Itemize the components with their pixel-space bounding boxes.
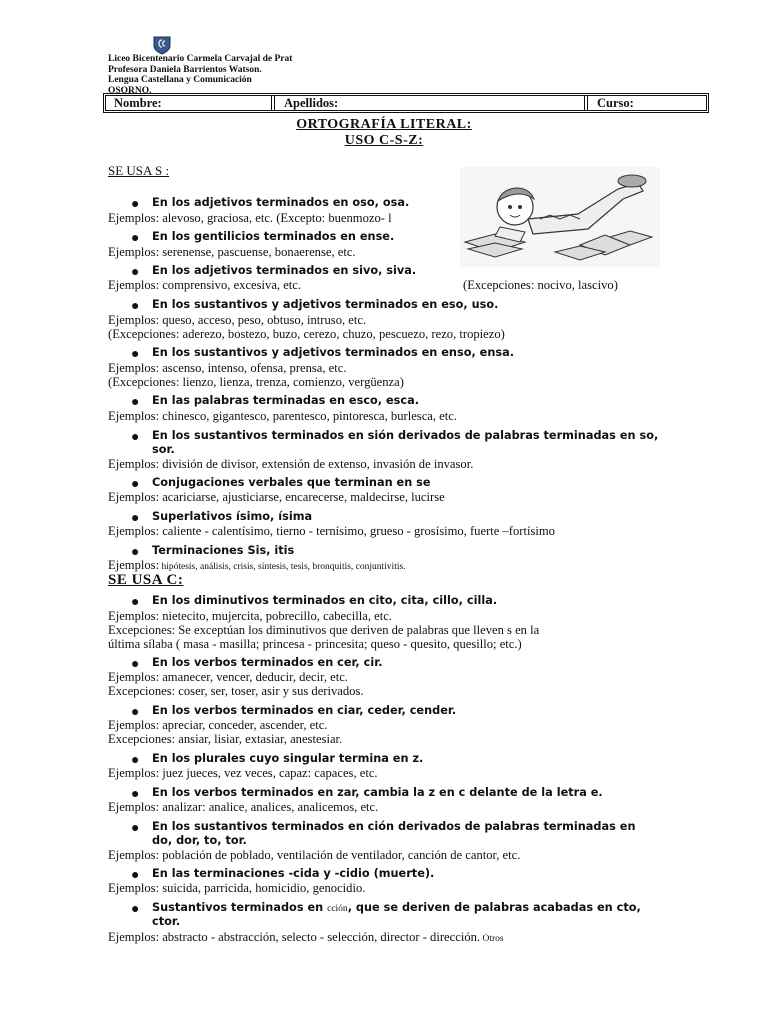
bullet-icon: ● — [131, 430, 140, 445]
apellidos-label: Apellidos: — [284, 96, 339, 110]
example-text: Ejemplos: abstracto - abstracción, selecto - selección, director - dirección. — [108, 930, 481, 944]
nombre-field[interactable] — [106, 96, 271, 110]
page-subtitle: USO C-S-Z: — [344, 133, 424, 148]
rule-title-end: , que se deriven de palabras acabadas en cto, — [347, 901, 641, 914]
example-line: Ejemplos: chinesco, gigantesco, parentesco, pintoresca, burlesca, etc. — [108, 409, 457, 423]
rule-title: En los gentilicios terminados en ense. — [152, 230, 395, 243]
bullet-icon: ● — [131, 705, 140, 720]
rule-title: En los adjetivos terminados en sivo, siva. — [152, 264, 417, 277]
example-line: Ejemplos: alevoso, graciosa, etc. (Excepto: buenmozo- l — [108, 211, 392, 225]
example-text: Ejemplos: comprensivo, excesiva, etc. — [108, 278, 302, 292]
example-text: hipótesis, análisis, crisis, síntesis, tesis, bronquitis, conjuntivitis. — [159, 562, 406, 572]
exception-note: (Excepciones: nocivo, lascivo) — [463, 278, 618, 292]
bullet-icon: ● — [131, 231, 140, 246]
rule-title: En los verbos terminados en zar, cambia la z en c delante de la letra e. — [152, 786, 603, 799]
rule-title: do, dor, to, tor. — [152, 834, 247, 847]
rule-title: En los sustantivos terminados en sión derivados de palabras terminadas en so, — [152, 429, 659, 442]
bullet-icon: ● — [131, 477, 140, 492]
student-info-header — [103, 93, 709, 113]
example-line: Ejemplos: apreciar, conceder, ascender, etc. — [108, 718, 328, 732]
example-line — [108, 930, 668, 946]
example-line — [108, 558, 668, 574]
rule-title-suffix: cción — [327, 904, 348, 914]
bullet-icon: ● — [131, 347, 140, 362]
rule-title — [152, 901, 672, 916]
rule-title: Conjugaciones verbales que terminan en se — [152, 476, 431, 489]
example-trailing: Otros — [480, 934, 504, 944]
example-line: Ejemplos: amanecer, vencer, deducir, decir, etc. — [108, 670, 348, 684]
example-prefix: Ejemplos: — [108, 558, 160, 572]
rule-title: En los verbos terminados en cer, cir. — [152, 656, 383, 669]
rule-title-start: Sustantivos terminados en — [152, 901, 328, 914]
school-name: Liceo Bicentenario Carmela Carvajal de Prat — [108, 54, 293, 64]
example-line: Ejemplos: acariciarse, ajusticiarse, encarecerse, maldecirse, lucirse — [108, 490, 445, 504]
example-line: Ejemplos: nietecito, mujercita, pobrecillo, cabecilla, etc. — [108, 609, 392, 623]
nombre-label: Nombre: — [114, 96, 162, 110]
bullet-icon: ● — [131, 511, 140, 526]
bullet-icon: ● — [131, 299, 140, 314]
exception-line: Excepciones: coser, ser, toser, asir y sus derivados. — [108, 684, 364, 698]
bullet-icon: ● — [131, 197, 140, 212]
rule-title: Terminaciones Sis, itis — [152, 544, 295, 557]
header-divider — [271, 95, 275, 111]
rule-title: En los sustantivos terminados en ción derivados de palabras terminadas en — [152, 820, 636, 833]
example-line: Ejemplos: caliente - calentísimo, tierno - ternísimo, grueso - grosísimo, fuerte –fortísimo — [108, 524, 555, 538]
example-line — [108, 278, 668, 292]
example-line: Ejemplos: suicida, parricida, homicidio, genocidio. — [108, 881, 366, 895]
bullet-icon: ● — [131, 265, 140, 280]
exception-line: (Excepciones: aderezo, bostezo, buzo, cerezo, chuzo, pescuezo, rezo, tropiezo) — [108, 327, 505, 341]
example-line: Ejemplos: serenense, pascuense, bonaerense, etc. — [108, 245, 356, 259]
bullet-icon: ● — [131, 395, 140, 410]
example-line: Ejemplos: queso, acceso, peso, obtuso, intruso, etc. — [108, 313, 367, 327]
curso-label: Curso: — [597, 96, 634, 110]
apellidos-field[interactable] — [276, 96, 586, 110]
exception-line: (Excepciones: lienzo, lienza, trenza, comienzo, vergüenza) — [108, 375, 404, 389]
bullet-icon: ● — [131, 868, 140, 883]
example-line: Ejemplos: división de divisor, extensión de extenso, invasión de invasor. — [108, 457, 474, 471]
rule-title: En los diminutivos terminados en cito, cita, cillo, cilla. — [152, 594, 498, 607]
teacher-name: Profesora Daniela Barrientos Watson. — [108, 64, 262, 75]
example-line: Ejemplos: ascenso, intenso, ofensa, prensa, etc. — [108, 361, 347, 375]
bullet-icon: ● — [131, 787, 140, 802]
bullet-icon: ● — [131, 902, 140, 917]
exception-line: Excepciones: ansiar, lisiar, extasiar, anestesiar. — [108, 732, 343, 746]
example-line: Ejemplos: analizar: analice, analices, analicemos, etc. — [108, 800, 379, 814]
bullet-icon: ● — [131, 753, 140, 768]
rule-title: ctor. — [152, 915, 181, 928]
rule-title: sor. — [152, 443, 175, 456]
example-line: Ejemplos: juez jueces, vez veces, capaz: capaces, etc. — [108, 766, 378, 780]
city-name: OSORNO. — [108, 85, 152, 96]
exception-line: última sílaba ( masa - masilla; princesa - princesita; queso - quesito, quesillo; etc.) — [108, 637, 522, 651]
section-c-heading: SE USA C: — [108, 572, 184, 588]
school-info — [108, 54, 292, 96]
subject-name: Lengua Castellana y Comunicación — [108, 75, 252, 85]
bullet-icon: ● — [131, 545, 140, 560]
rule-title: En los adjetivos terminados en oso, osa. — [152, 196, 410, 209]
rule-title: En las terminaciones -cida y -cidio (muerte). — [152, 867, 435, 880]
header-divider — [584, 95, 588, 111]
section-s-heading: SE USA S : — [108, 163, 170, 178]
rule-title: En los sustantivos y adjetivos terminados en enso, ensa. — [152, 346, 515, 359]
curso-field[interactable] — [589, 96, 704, 110]
school-logo — [151, 35, 173, 55]
rule-title: En los verbos terminados en ciar, ceder, cender. — [152, 704, 457, 717]
rule-title: En las palabras terminadas en esco, esca. — [152, 394, 419, 407]
page-title: ORTOGRAFÍA LITERAL: — [296, 117, 472, 132]
bullet-icon: ● — [131, 595, 140, 610]
exception-line: Excepciones: Se exceptúan los diminutivos que deriven de palabras que lleven s en la — [108, 623, 540, 637]
bullet-icon: ● — [131, 821, 140, 836]
bullet-icon: ● — [131, 657, 140, 672]
rule-title: En los plurales cuyo singular termina en z. — [152, 752, 424, 765]
rule-title: Superlativos ísimo, ísima — [152, 510, 313, 523]
example-line: Ejemplos: población de poblado, ventilación de ventilador, canción de cantor, etc. — [108, 848, 521, 862]
rule-title: En los sustantivos y adjetivos terminados en eso, uso. — [152, 298, 499, 311]
